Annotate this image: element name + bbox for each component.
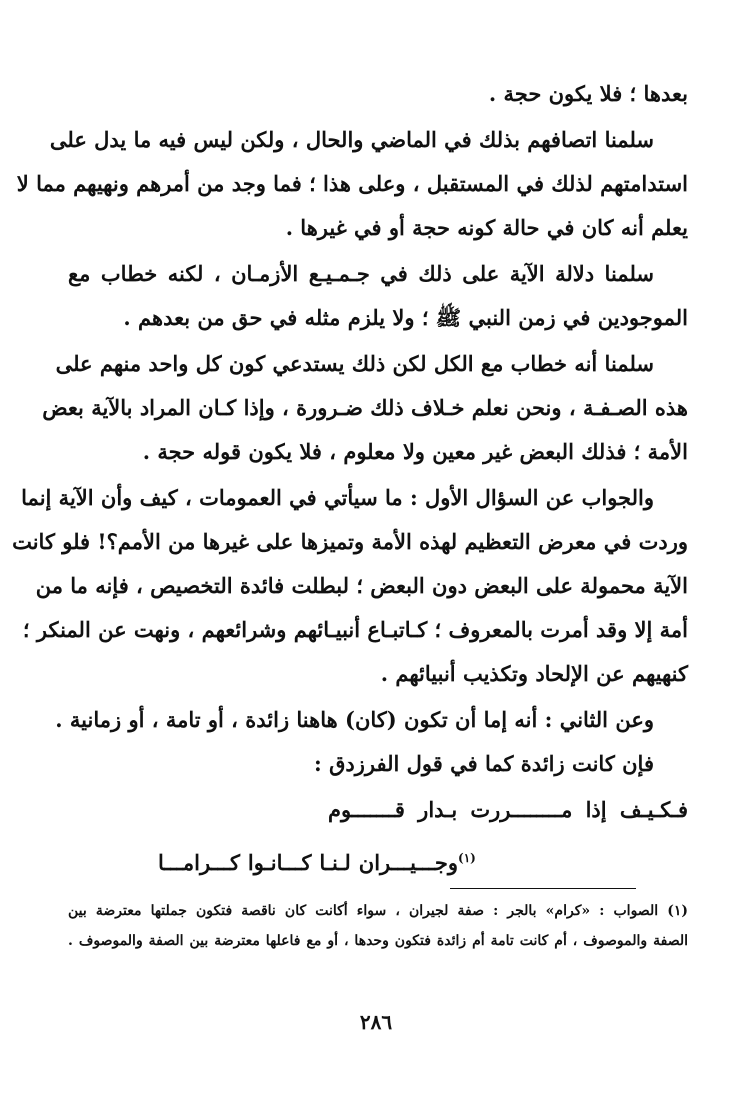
text-line: وعن الثاني : أنه إما أن تكون (كان) هاهنا زائدة ، أو تامة ، أو زمانية . <box>55 707 654 732</box>
text-line: الآية محمولة على البعض دون البعض ؛ لبطلت فائدة التخصيص ، فإنه ما من <box>35 573 688 598</box>
footnote-reference: (١) <box>458 851 476 865</box>
main-text <box>12 72 688 882</box>
text-line: الأمة ؛ فذلك البعض غير معين ولا معلوم ، فلا يكون قوله حجة . <box>142 439 688 464</box>
page-number: ٢٨٦ <box>359 1010 393 1034</box>
verse-line-1: فـكـيـف إذا مــــــــررت بـدار قـــــــوم <box>328 797 688 822</box>
text-line: الموجودين في زمن النبي ﷺ ؛ ولا يلزم مثله في حق من بعدهم . <box>123 305 688 330</box>
text-line: سلمنا دلالة الآية على ذلك في جـمـيـع الأزمـان ، لكنه خطاب مع <box>68 261 654 286</box>
footnote-line: (١) الصواب : «كرام» بالجر : صفة لجيران ، سواء أكانت كان ناقصة فتكون جملتها معترضة بين <box>68 903 688 919</box>
text-line: بعدها ؛ فلا يكون حجة . <box>488 81 688 106</box>
text-line: كنهيهم عن الإلحاد وتكذيب أنبيائهم . <box>380 661 688 686</box>
verse-line-2 <box>158 834 688 882</box>
footnote <box>68 896 688 956</box>
text-line: يعلم أنه كان في حالة كونه حجة أو في غيرها . <box>285 215 688 240</box>
text-line: أمة إلا وقد أمرت بالمعروف ؛ كـاتبـاع أنبيـائهم وشرائعهم ، ونهت عن المنكر ؛ <box>22 617 688 642</box>
text-line: استدامتهم لذلك في المستقبل ، وعلى هذا ؛ فما وجد من أمرهم ونهيهم مما لا <box>16 171 688 196</box>
text-line: فإن كانت زائدة كما في قول الفرزدق : <box>314 751 654 776</box>
verse-line-2-text: وجـــيـــران لـنـا كـــانـوا كـــرامـــا <box>158 850 458 875</box>
text-line: والجواب عن السؤال الأول : ما سيأتي في العمومات ، كيف وأن الآية إنما <box>21 485 654 510</box>
text-line: سلمنا اتصافهم بذلك في الماضي والحال ، ولكن ليس فيه ما يدل على <box>49 127 654 152</box>
text-line: هذه الصـفـة ، ونحن نعلم خـلاف ذلك ضـرورة ، وإذا كـان المراد بالآية بعض <box>42 395 688 420</box>
footnote-line: الصفة والموصوف ، أم كانت تامة أم زائدة فتكون وحدها ، أو مع فاعلها معترضة بين الصفة والموصوف . <box>68 933 688 949</box>
text-line: وردت في معرض التعظيم لهذه الأمة وتميزها على غيرها من الأمم؟! فلو كانت <box>12 529 688 554</box>
text-line: سلمنا أنه خطاب مع الكل لكن ذلك يستدعي كون كل واحد منهم على <box>55 351 654 376</box>
footnote-separator <box>450 888 636 889</box>
